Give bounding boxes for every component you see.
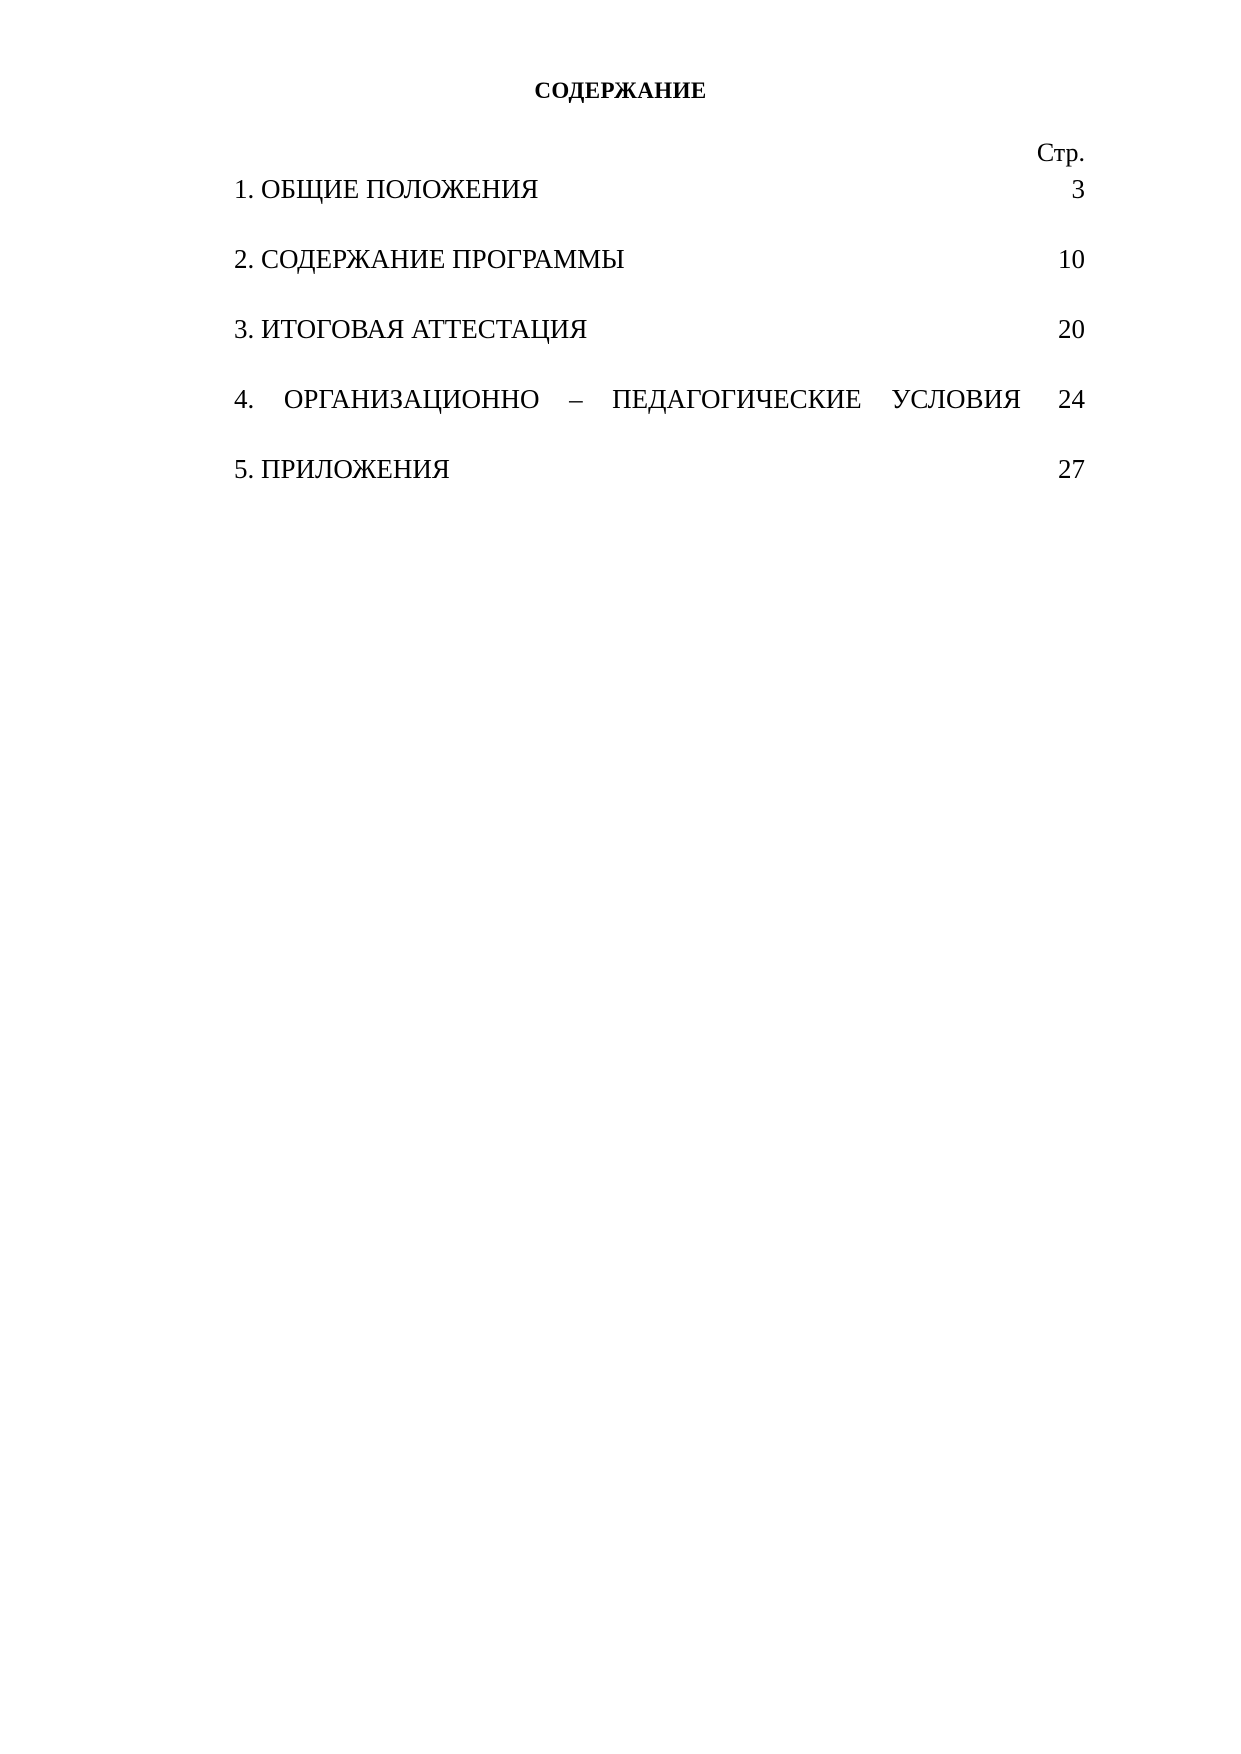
table-of-contents [138, 172, 1103, 487]
toc-entry-row[interactable] [138, 312, 1103, 347]
pages-column-label: Стр. [1036, 138, 1085, 167]
toc-entry-page-number: 24 [1058, 384, 1085, 415]
toc-entry-page-number: 3 [1071, 174, 1085, 204]
toc-entry-label: 2. СОДЕРЖАНИЕ ПРОГРАММЫ [234, 244, 625, 275]
toc-entry-label: 3. ИТОГОВАЯ АТТЕСТАЦИЯ [234, 314, 588, 345]
toc-entry-row[interactable] [138, 172, 1103, 207]
toc-entry-label: 5. ПРИЛОЖЕНИЯ [234, 454, 450, 485]
page-title: СОДЕРЖАНИЕ [534, 78, 707, 103]
toc-entry-page-number: 27 [1058, 454, 1085, 485]
toc-entry-row[interactable] [138, 242, 1103, 277]
toc-entry-row[interactable] [138, 382, 1103, 417]
toc-entry-row[interactable] [138, 452, 1103, 487]
toc-entry-label: 4. ОРГАНИЗАЦИОННО – ПЕДАГОГИЧЕСКИЕ УСЛОВИЯ [234, 384, 1021, 415]
toc-entry-page-number: 20 [1058, 314, 1085, 345]
toc-entry-page-number: 10 [1058, 244, 1085, 275]
toc-entry-label: 1. ОБЩИЕ ПОЛОЖЕНИЯ [234, 174, 539, 204]
